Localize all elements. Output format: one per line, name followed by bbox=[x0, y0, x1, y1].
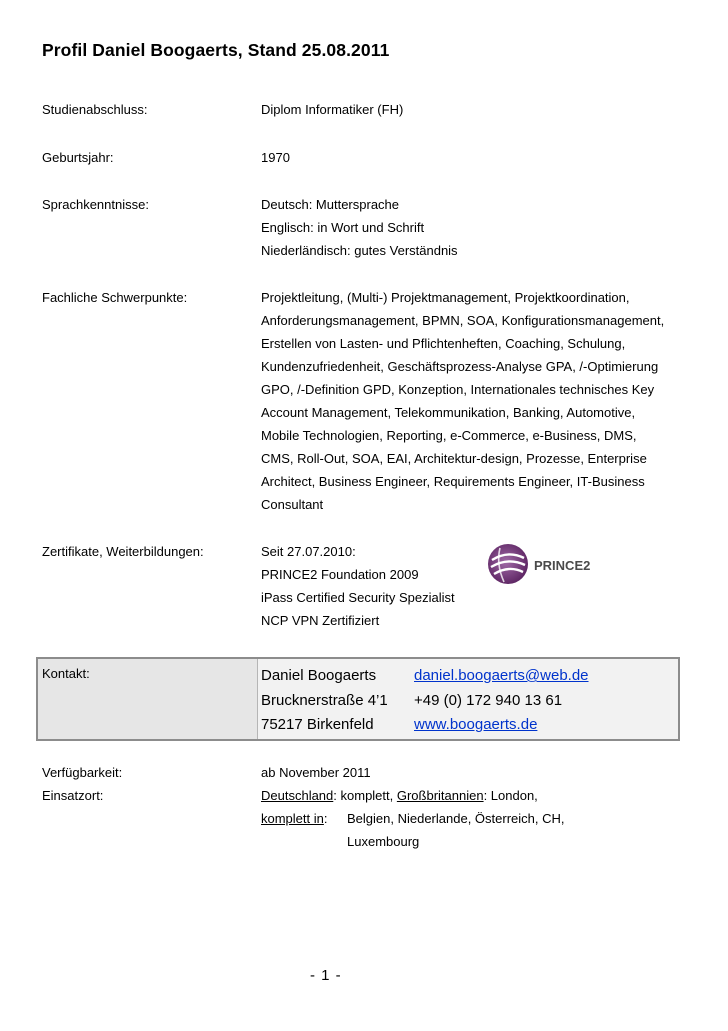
einsatzort-countries: Belgien, Niederlande, Österreich, CH, bbox=[347, 811, 565, 826]
einsatzort-line bbox=[261, 788, 538, 803]
schwerpunkte-line: Erstellen von Lasten- und Pflichtenheften, Coaching, Schulung, bbox=[261, 336, 626, 351]
prince2-logo-text: PRINCE2 bbox=[534, 558, 591, 573]
contact-web-link[interactable]: www.boogaerts.de bbox=[414, 716, 538, 733]
zertifikate-label: Zertifikate, Weiterbildungen: bbox=[42, 544, 204, 559]
verfuegbarkeit-label: Verfügbarkeit: bbox=[42, 765, 123, 780]
zertifikate-line: Seit 27.07.2010: bbox=[261, 544, 356, 559]
sprachen-line: Niederländisch: gutes Verständnis bbox=[261, 243, 458, 258]
schwerpunkte-line: Mobile Technologien, Reporting, e-Commerce, e-Business, DMS, bbox=[261, 428, 637, 443]
prince2-logo bbox=[486, 540, 602, 588]
page-number: - 1 - bbox=[310, 967, 342, 984]
einsatzort-gb-rest: : London, bbox=[483, 788, 538, 803]
schwerpunkte-line: GPO, /-Definition GPD, Konzeption, Internationales technisches Key bbox=[261, 382, 655, 397]
einsatzort-komplett: komplett in: bbox=[261, 811, 328, 826]
kontakt-label: Kontakt: bbox=[42, 666, 90, 681]
schwerpunkte-line: Account Management, Telekommunikation, Banking, Automotive, bbox=[261, 405, 636, 420]
zertifikate-line: iPass Certified Security Spezialist bbox=[261, 590, 455, 605]
schwerpunkte-line: Projektleitung, (Multi-) Projektmanagement, Projektkoordination, bbox=[261, 290, 630, 305]
einsatzort-de: Deutschland bbox=[261, 788, 334, 803]
schwerpunkte-label: Fachliche Schwerpunkte: bbox=[42, 290, 188, 305]
studium-label: Studienabschluss: bbox=[42, 102, 148, 117]
contact-name: Daniel Boogaerts bbox=[261, 667, 377, 684]
sprachen-line: Englisch: in Wort und Schrift bbox=[261, 220, 425, 235]
page-title: Profil Daniel Boogaerts, Stand 25.08.2011 bbox=[42, 40, 390, 60]
schwerpunkte-line: Architect, Business Engineer, Requirements Engineer, IT-Business bbox=[261, 474, 645, 489]
geburt-label: Geburtsjahr: bbox=[42, 150, 114, 165]
contact-phone: +49 (0) 172 940 13 61 bbox=[414, 692, 563, 709]
contact-email-link[interactable]: daniel.boogaerts@web.de bbox=[414, 667, 589, 684]
einsatzort-label: Einsatzort: bbox=[42, 788, 104, 803]
sprachen-label: Sprachkenntnisse: bbox=[42, 197, 149, 212]
einsatzort-de-rest: : komplett, bbox=[333, 788, 397, 803]
schwerpunkte-line: Consultant bbox=[261, 497, 324, 512]
sprachen-line: Deutsch: Muttersprache bbox=[261, 197, 400, 212]
schwerpunkte-line: Anforderungsmanagement, BPMN, SOA, Konfigurationsmanagement, bbox=[261, 313, 665, 328]
contact-city: 75217 Birkenfeld bbox=[261, 716, 374, 733]
einsatzort-countries: Luxembourg bbox=[347, 834, 420, 849]
zertifikate-line: NCP VPN Zertifiziert bbox=[261, 613, 380, 628]
contact-street: Brucknerstraße 4’1 bbox=[261, 692, 388, 709]
schwerpunkte-line: Kundenzufriedenheit, Geschäftsprozess-Analyse GPA, /-Optimierung bbox=[261, 359, 659, 374]
zertifikate-line: PRINCE2 Foundation 2009 bbox=[261, 567, 419, 582]
einsatzort-gb: Großbritannien bbox=[396, 788, 484, 803]
studium-value: Diplom Informatiker (FH) bbox=[261, 102, 404, 117]
verfuegbarkeit-value: ab November 2011 bbox=[261, 765, 371, 780]
schwerpunkte-line: CMS, Roll-Out, SOA, EAI, Architektur-design, Prozesse, Enterprise bbox=[261, 451, 647, 466]
geburt-value: 1970 bbox=[261, 150, 290, 165]
